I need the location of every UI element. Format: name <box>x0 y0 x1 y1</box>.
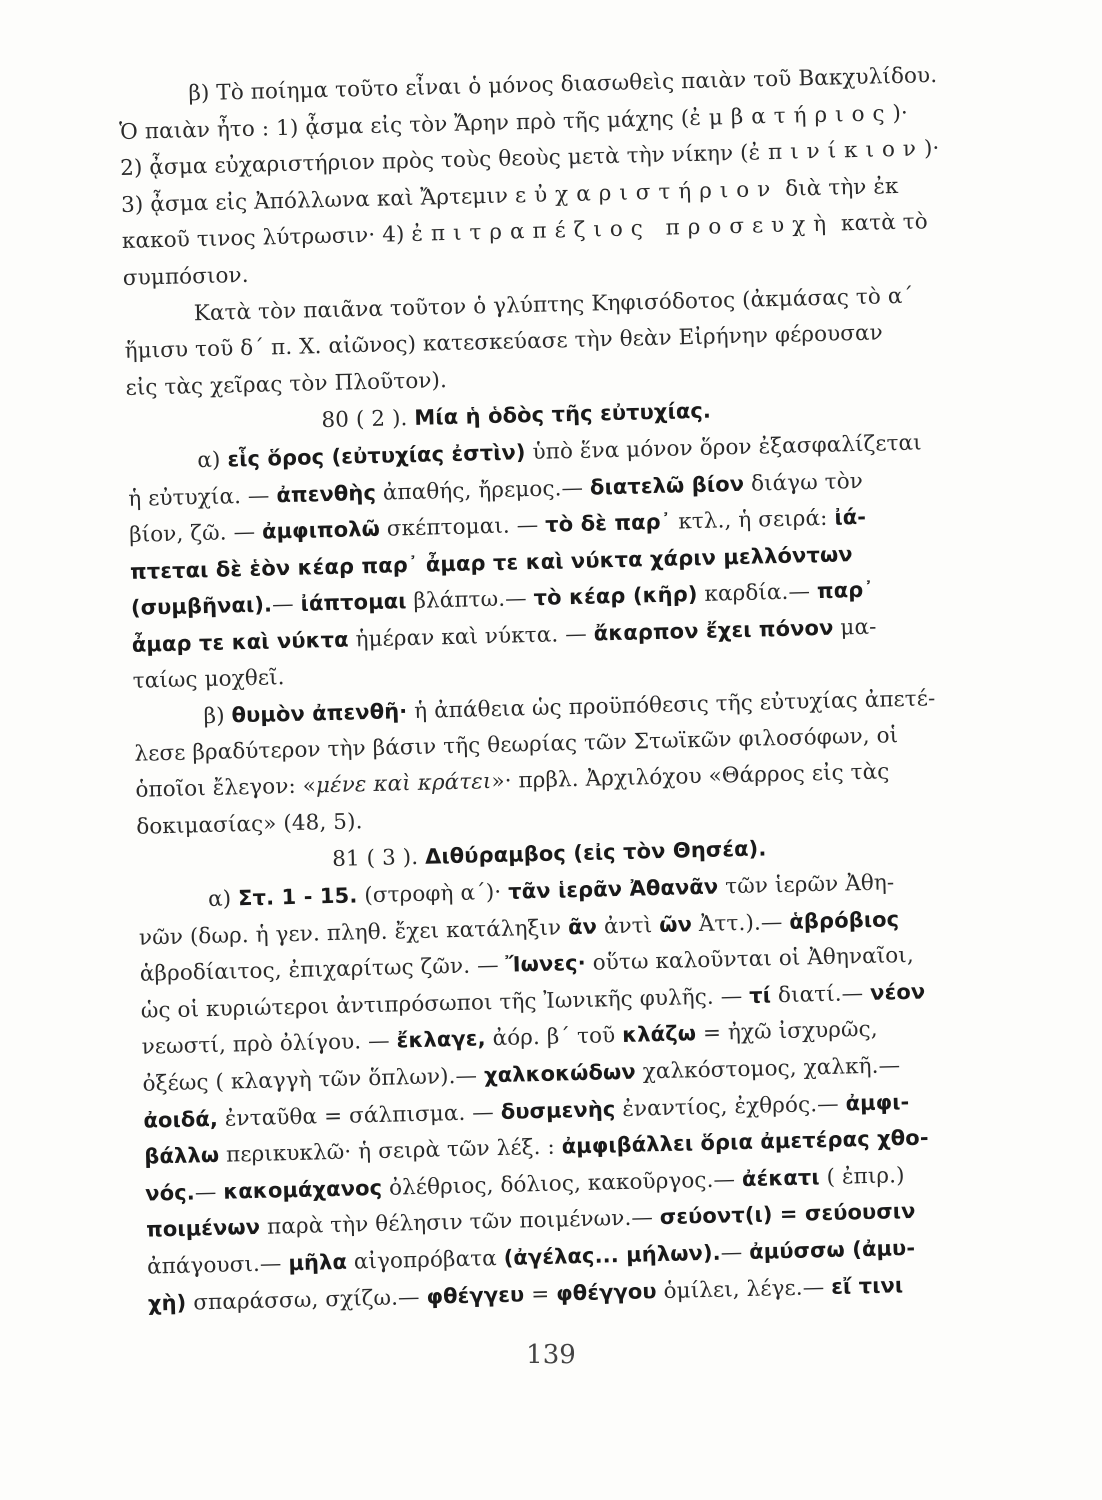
bold-term: ἰά- <box>834 504 867 530</box>
text-segment: 2) ᾆσμα εὐχαριστήριον πρὸς τοὺς θεοὺς μετὰ τὴν νίκην ( <box>119 140 749 182</box>
text-segment: ἐναντίος, ἐχθρός.— <box>615 1091 846 1122</box>
bold-term: (συμβῆναι). <box>130 592 273 621</box>
page-text <box>118 57 1003 1322</box>
text-segment: ἐνταῦθα = σάλπισμα. — <box>217 1099 502 1132</box>
text-segment: χαλκόστομος, χαλκῆ.— <box>635 1053 901 1085</box>
text-segment: 3) ᾆσμα εἰς Ἀπόλλωνα καὶ Ἄρτεμιν <box>120 183 516 218</box>
text-segment: 80 ( 2 ). <box>321 406 415 434</box>
bold-term: διατελῶ βίον <box>589 471 745 500</box>
text-segment: Ὁ παιὰν ἦτο : 1) ᾆσμα εἰς τὸν Ἄρην πρὸ τῆς μάχης ( <box>119 105 690 145</box>
text-segment: ὑπὸ ἕνα μόνον ὅρον ἐξασφαλίζεται <box>525 430 922 466</box>
bold-term: ἀμύσσω (ἀμυ- <box>748 1235 916 1264</box>
text-segment: β) <box>203 703 232 730</box>
text-segment: ἀόρ. β΄ τοῦ <box>485 1023 623 1052</box>
text-segment: νεωστί, πρὸ ὀλίγου. — <box>141 1028 397 1061</box>
bold-term: παρ᾽ <box>816 578 875 604</box>
bold-term: ἀμφι- <box>845 1089 910 1116</box>
bold-term: ποιμένων <box>145 1215 261 1243</box>
bold-term: νός. <box>144 1180 196 1206</box>
text-segment: ἀπαθής, ἤρεμος.— <box>375 475 591 506</box>
spaced-term: ἐπιτραπέζιος προσευχὴ <box>411 211 835 248</box>
text-segment: »· πρβλ. Ἀρχιλόχου «Θάρρος εἰς τὰς <box>491 759 890 795</box>
text-segment: κατὰ τὸ <box>833 209 929 237</box>
bold-term: φθέγγευ <box>426 1282 525 1309</box>
text-segment: = ἠχῶ ἰσχυρῶς, <box>695 1017 879 1047</box>
bold-term: κλάζω <box>621 1021 697 1048</box>
bold-term: εἷς ὅρος (εὐτυχίας ἐστὶν) <box>227 440 526 472</box>
text-segment: λεσε βραδύτερον τὴν βάσιν τῆς θεωρίας τῶν Στωϊκῶν φιλοσόφων, οἱ <box>134 722 899 767</box>
text-segment: Κατὰ τὸν παιᾶνα τοῦτον ὁ γλύπτης Κηφισόδοτος (ἀκμάσας τὸ α΄ <box>193 283 914 326</box>
bold-term: Διθύραμβος (εἰς τὸν Θησέα). <box>424 836 767 870</box>
bold-term: ἄκαρπον ἔχει πόνον <box>593 615 834 646</box>
text-segment: α) <box>207 886 239 913</box>
bold-term: ἔκλαγε, <box>396 1026 486 1053</box>
text-segment: ἥμισυ τοῦ δ΄ π. Χ. αἰῶνος) κατεσκεύασε τὴν θεὰν Εἰρήνην φέρουσαν <box>124 320 884 365</box>
text-segment: ὁμίλει, λέγε.— <box>656 1274 832 1304</box>
bold-term: χὴ) <box>147 1290 187 1316</box>
text-segment: βλάπτω.— <box>406 586 534 615</box>
text-segment: — <box>194 1179 224 1206</box>
bold-term: φθέγγου <box>555 1278 657 1306</box>
bold-term: ἰάπτομαι <box>300 589 407 617</box>
text-segment: ἁβροδίαιτος, ἐπιχαρίτως ζῶν. — <box>139 953 506 987</box>
bold-term: τὸ δὲ παρ᾽ <box>544 509 672 537</box>
bold-term: ἆμαρ τε καὶ νύκτα <box>131 627 349 657</box>
bold-term: Ἴωνες· <box>505 951 587 978</box>
bold-term: ἀμφιπολῶ <box>261 516 381 544</box>
text-segment: δοκιμασίας» (48, 5). <box>136 809 363 840</box>
text-segment: σπαράσσω, σχίζω.— <box>186 1284 427 1316</box>
text-segment: ὀξέως ( κλαγγὴ τῶν ὅπλων).— <box>142 1063 485 1097</box>
bold-term: ἁβρόβιος <box>789 906 900 934</box>
spaced-term: ἐπινίκιον <box>748 136 925 166</box>
text-segment: )· <box>892 100 909 126</box>
bold-term: Μία ἡ ὁδὸς τῆς εὐτυχίας. <box>414 398 712 431</box>
bold-term: δυσμενὴς <box>500 1096 616 1124</box>
text-segment: τῶν ἱερῶν Ἀθη- <box>718 870 895 900</box>
page-number: 139 <box>526 1340 576 1370</box>
text-segment: ὁποῖοι ἔλεγον: « <box>135 773 317 804</box>
text-segment: βίον, ζῶ. — <box>128 519 263 548</box>
text-segment: ἡμέραν καὶ νύκτα. — <box>348 621 595 653</box>
text-segment: οὕτω καλοῦνται οἱ Ἀθηναῖοι, <box>585 943 915 977</box>
spaced-term: ἐμβατήριος <box>688 100 893 131</box>
text-segment: καρδία.— <box>697 579 818 608</box>
text-segment: = <box>523 1281 557 1308</box>
text-segment: μα- <box>833 614 877 641</box>
bold-term: χαλκοκώδων <box>483 1059 637 1088</box>
text-segment: (στροφὴ α΄)· <box>357 879 509 909</box>
text-segment: συμπόσιον. <box>122 262 249 291</box>
bold-term: μῆλα <box>288 1249 348 1276</box>
text-segment: )· <box>923 136 940 162</box>
text-segment: νῶν (δωρ. ἡ γεν. πληθ. ἔχει κατάληξιν <box>138 914 569 951</box>
bold-term: τᾶν ἱερᾶν Ἀθανᾶν <box>507 874 719 904</box>
bold-term: εἴ τινι <box>830 1272 904 1299</box>
text-segment: β) Τὸ ποίημα τοῦτο εἶναι ὁ μόνος διασωθεὶς παιὰν τοῦ Βακχυλίδου. <box>188 62 938 107</box>
text-segment: αἰγοπρόβατα <box>346 1245 505 1275</box>
text-segment: εἰς τὰς χεῖρας τὸν Πλοῦτον). <box>125 367 448 401</box>
bold-term: βάλλω <box>144 1143 220 1169</box>
bold-term: σεύοντ(ι) = σεύουσιν <box>659 1199 916 1230</box>
text-segment: ἡ ἀπάθεια ὡς προϋπόθεσις τῆς εὐτυχίας ἀπετέ- <box>407 686 936 725</box>
bold-term: τὸ κέαρ (κῆρ) <box>533 582 698 611</box>
bold-term: ᾶν <box>567 914 598 939</box>
text-segment: — <box>720 1239 750 1266</box>
text-segment: μένε καὶ κράτει <box>315 769 492 799</box>
text-segment: Ἀττ.).— <box>691 909 790 937</box>
text-segment: ἡ εὐτυχία. — <box>127 482 277 512</box>
text-segment: ἀπάγουσι.— <box>146 1251 289 1280</box>
bold-term: ἀοιδά, <box>143 1106 219 1133</box>
text-segment: διάγω τὸν <box>743 468 864 497</box>
text-segment: ( ἐπιρ.) <box>819 1162 905 1190</box>
bold-term: Στ. 1 - 15. <box>237 883 358 911</box>
bold-term: ῶν <box>658 911 693 937</box>
text-segment: ἀντὶ <box>596 912 660 940</box>
text-segment: περικυκλῶ· ἡ σειρὰ τῶν λέξ. : <box>218 1134 563 1169</box>
bold-term: ἀέκατι <box>741 1165 820 1191</box>
text-segment: κακοῦ τινος λύτρωσιν· 4) <box>121 222 412 255</box>
bold-term: νέον <box>869 979 926 1005</box>
bold-term: ἀμφιβάλλει ὅρια ἀμετέρας χθο- <box>561 1125 929 1159</box>
bold-term: ἀπενθὴς <box>276 480 377 507</box>
text-segment: 81 ( 3 ). <box>331 845 426 873</box>
bold-term: τί <box>748 983 772 1008</box>
text-segment: διὰ τὴν ἐκ <box>777 173 899 202</box>
bold-term: πτεται δὲ ἑὸν κέαρ παρ᾽ ἆμαρ τε καὶ νύκτα χάριν μελλόντων <box>129 541 853 584</box>
text-segment: σκέπτομαι. — <box>379 512 546 542</box>
bold-term: (ἀγέλας... μήλων). <box>503 1240 721 1270</box>
text-segment: παρὰ τὴν θέλησιν τῶν ποιμένων.— <box>259 1205 661 1241</box>
bold-term: θυμὸν ἀπενθῆ· <box>231 699 408 728</box>
text-segment: κτλ., ἡ σειρά: <box>671 505 835 535</box>
text-segment: α) <box>197 447 228 474</box>
text-segment: ὀλέθριος, δόλιος, κακοῦργος.— <box>381 1166 743 1201</box>
text-segment: — <box>271 592 301 618</box>
bold-term: κακομάχανος <box>223 1175 383 1204</box>
text-segment: διατί.— <box>770 980 871 1009</box>
text-segment: ὡς οἱ κυριώτεροι ἀντιπρόσωποι τῆς Ἰωνικῆς φυλῆς. — <box>140 983 750 1024</box>
text-segment: ταίως μοχθεῖ. <box>132 664 285 694</box>
spaced-term: εὐχαριστήριον <box>514 176 779 209</box>
